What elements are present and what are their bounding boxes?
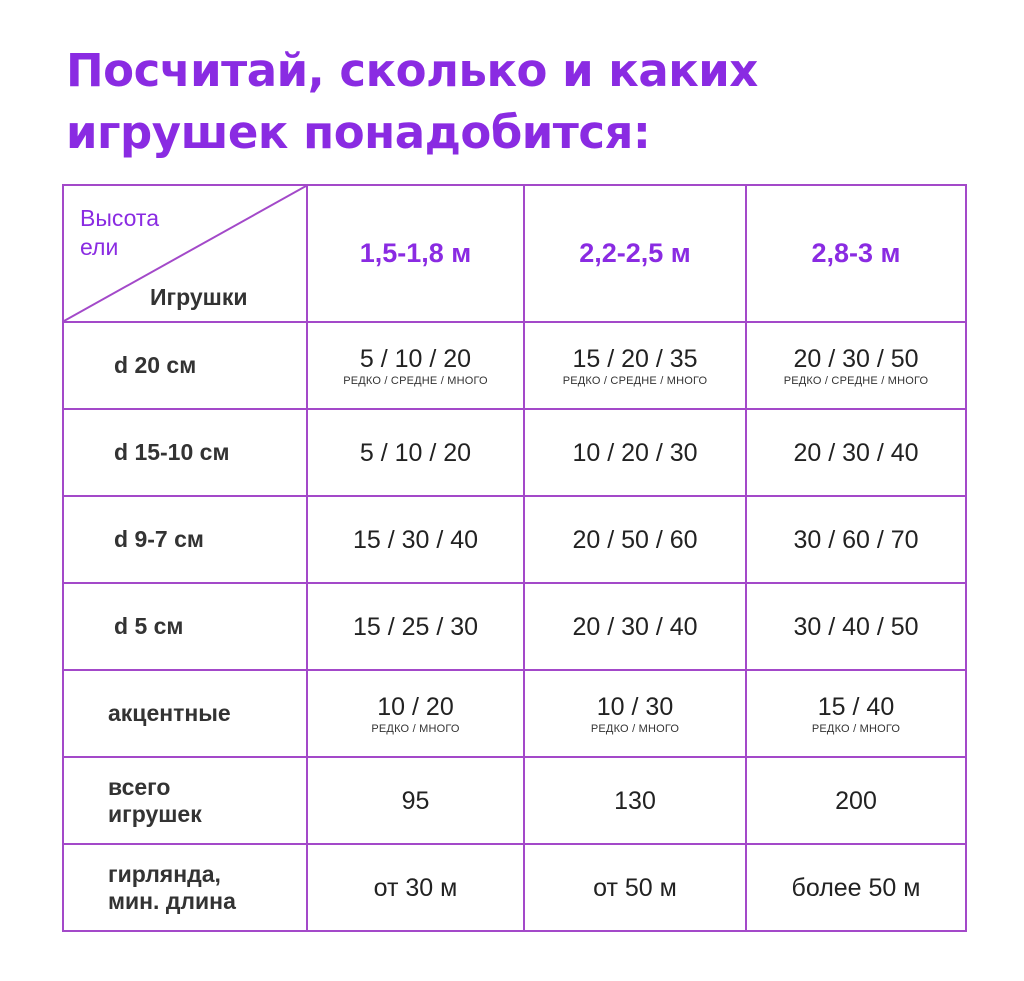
table-cell: 15 / 25 / 30 xyxy=(307,583,524,670)
table-row xyxy=(63,496,966,583)
table-row xyxy=(63,409,966,496)
toys-table xyxy=(62,184,967,932)
table-cell: 5 / 10 / 20 РЕДКО / СРЕДНЕ / МНОГО xyxy=(307,322,524,409)
table-header-row xyxy=(63,185,966,322)
row-label: акцентные xyxy=(63,670,307,757)
table-row xyxy=(63,757,966,844)
title-line-2: игрушек понадобится: xyxy=(66,106,651,159)
row-label: гирлянда, мин. длина xyxy=(63,844,307,931)
table-row xyxy=(63,844,966,931)
table-row xyxy=(63,583,966,670)
row-label: d 20 см xyxy=(63,322,307,409)
column-header: 1,5-1,8 м xyxy=(307,185,524,322)
table-cell: 10 / 20 РЕДКО / МНОГО xyxy=(307,670,524,757)
table-cell: 15 / 40 РЕДКО / МНОГО xyxy=(746,670,966,757)
cell-note: РЕДКО / МНОГО xyxy=(371,722,460,735)
table-cell: от 50 м xyxy=(524,844,746,931)
table-cell: 200 xyxy=(746,757,966,844)
table-cell: 20 / 30 / 50 РЕДКО / СРЕДНЕ / МНОГО xyxy=(746,322,966,409)
row-label: d 5 см xyxy=(63,583,307,670)
toys-label: Игрушки xyxy=(150,284,248,310)
column-header: 2,8-3 м xyxy=(746,185,966,322)
page-title xyxy=(66,40,966,164)
table-cell: 130 xyxy=(524,757,746,844)
table-cell: 20 / 50 / 60 xyxy=(524,496,746,583)
table-cell: 15 / 30 / 40 xyxy=(307,496,524,583)
column-header: 2,2-2,5 м xyxy=(524,185,746,322)
cell-note: РЕДКО / СРЕДНЕ / МНОГО xyxy=(562,374,708,387)
row-label: d 9-7 см xyxy=(63,496,307,583)
table-cell: 20 / 30 / 40 xyxy=(524,583,746,670)
cell-note: РЕДКО / СРЕДНЕ / МНОГО xyxy=(343,374,488,387)
table-cell: 95 xyxy=(307,757,524,844)
table-row xyxy=(63,322,966,409)
table-cell: от 30 м xyxy=(307,844,524,931)
cell-note: РЕДКО / МНОГО xyxy=(811,722,901,735)
row-label: всего игрушек xyxy=(63,757,307,844)
table-cell: 10 / 20 / 30 xyxy=(524,409,746,496)
table-cell: 10 / 30 РЕДКО / МНОГО xyxy=(524,670,746,757)
cell-note: РЕДКО / СРЕДНЕ / МНОГО xyxy=(783,374,929,387)
cell-note: РЕДКО / МНОГО xyxy=(590,722,680,735)
table-cell: 20 / 30 / 40 xyxy=(746,409,966,496)
row-label: d 15-10 см xyxy=(63,409,307,496)
corner-cell xyxy=(63,185,307,322)
table-cell: более 50 м xyxy=(746,844,966,931)
tree-height-label: Высота ели xyxy=(80,205,159,260)
table-cell: 30 / 40 / 50 xyxy=(746,583,966,670)
table-row xyxy=(63,670,966,757)
table-cell: 15 / 20 / 35 РЕДКО / СРЕДНЕ / МНОГО xyxy=(524,322,746,409)
table-cell: 5 / 10 / 20 xyxy=(307,409,524,496)
title-line-1: Посчитай, сколько и каких xyxy=(66,44,758,97)
table-cell: 30 / 60 / 70 xyxy=(746,496,966,583)
